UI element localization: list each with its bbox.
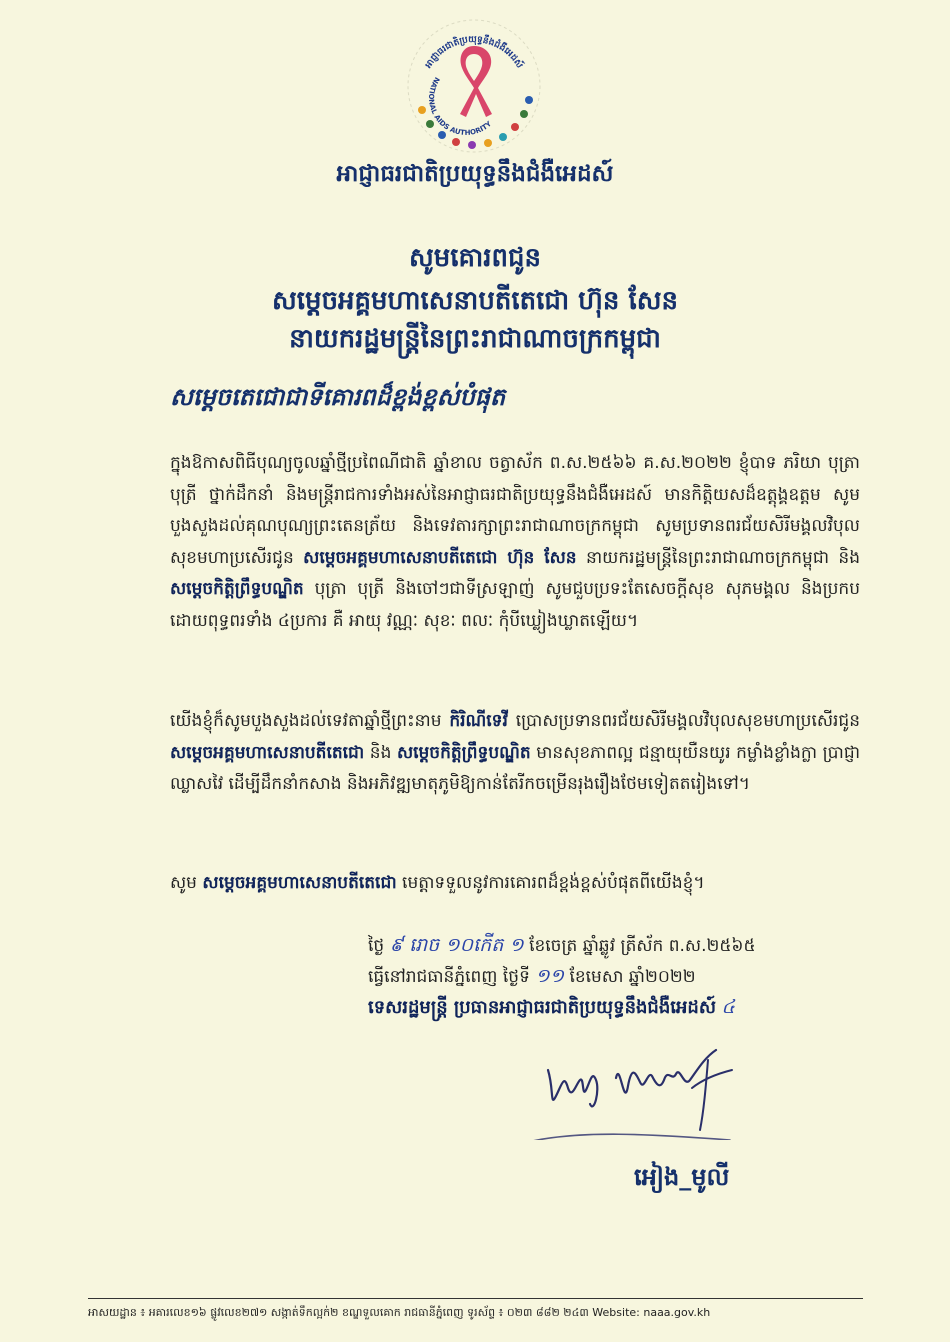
national-aids-authority-logo	[402, 14, 546, 158]
lunar-date-line	[368, 930, 868, 961]
p2-text-c: ប្រោសប្រទានពរជ័យសិរីមង្គលវិបុលសុខមហាប្រសើរជូន	[515, 711, 861, 731]
body-paragraph-2	[170, 706, 860, 801]
p2-spouse-bold: សម្តេចកិត្តិព្រឹទ្ធបណ្ឌិត	[396, 742, 531, 763]
footer-divider	[88, 1298, 863, 1299]
signer-title: ទេសរដ្ឋមន្ត្រី ប្រធានអាជ្ញាធរជាតិប្រយុទ្ធនឹងជំងឺអេដស៍	[368, 997, 716, 1018]
title-handwritten-mark: ៤	[721, 996, 735, 1018]
p2-deity-bold: កិរិណីទេវី	[449, 711, 508, 731]
p2-text-a: យើងខ្ញុំក៏សូមបួងសួងដល់ទេវតាឆ្នាំថ្មីព្រះនាម	[170, 711, 442, 731]
lunar-date-prefix: ថ្ងៃ	[368, 936, 385, 956]
p2-name-bold: សម្តេចអគ្គមហាសេនាបតីតេជោ	[170, 742, 365, 763]
p1-text-a: ក្នុងឱកាសពិធីបុណ្យចូលឆ្នាំថ្មីប្រពៃណីជាតិ ឆ្នាំខាល ចត្វាស័ក ព.ស.២៥៦៦ គ.ស.២០២២ ខ្ញុំបាទ ភរិយា បុត្រា បុត្រី ថ្នាក់ដឹកនាំ និងមន្ត្រីរាជការទាំងអស់នៃអាជ្ញាធរជាតិប្រយុទ្ធនឹងជំងឺអេដស៍ មានកិត្តិយសដ៏ឧត្តុង្គឧត្តម សូមបួងសួងដល់គុណបុណ្យព្រះតេនត្រ័យ និងទេវតារក្សាព្រះរាជាណាចក្រកម្ពុជា សូមប្រទានពរជ័យសិរីមង្គលវិបុលសុខមហាប្រសើរជូន	[170, 453, 860, 568]
p1-name-bold: សម្តេចអគ្គមហាសេនាបតីតេជោ ហ៊ុន សែន	[303, 547, 577, 568]
addressee-greeting: សូមគោរពជូន	[408, 243, 542, 273]
date-block	[368, 930, 868, 1023]
logo-khmer-text: អាជ្ញាធរជាតិប្រយុទ្ធនឹងជំងឺអេដស៍	[423, 34, 525, 71]
body-paragraph-3	[170, 868, 860, 900]
p2-text-e: និង	[369, 742, 392, 763]
p3-name-bold: សម្តេចអគ្គមហាសេនាបតីតេជោ	[202, 873, 397, 893]
red-ribbon-icon	[460, 46, 492, 117]
day-handwritten: ១១	[535, 965, 565, 987]
body-paragraph-1	[170, 448, 860, 637]
salutation: សម្តេចតេជោជាទីគោរពដ៏ខ្ពង់ខ្ពស់បំផុត	[170, 383, 506, 411]
lunar-date-handwritten: ៩ រោច ១០កើត ១	[389, 934, 524, 956]
p1-spouse-bold: សម្តេចកិត្តិព្រឹទ្ធបណ្ឌិត	[170, 579, 304, 599]
handwritten-signature	[520, 1030, 750, 1140]
p1-text-c: នាយករដ្ឋមន្ត្រីនៃព្រះរាជាណាចក្រកម្ពុជា និង	[585, 547, 861, 568]
place-date-line	[368, 961, 868, 992]
signer-title-line	[368, 992, 868, 1023]
p2-text-g: មានសុខភាពល្អ ជន្មាយុយឺនយូរ កម្លាំងខ្លាំងក្លា ប្រាជ្ញាឈ្លាសវៃ ដើម្បីដឹកនាំកសាង និងអភិវឌ្ឍមាតុភូមិឱ្យកាន់តែរីកចម្រើនរុងរឿងថែមទៀតតរៀងទៅ។	[170, 742, 861, 794]
p1-text-e: បុត្រា បុត្រី និងចៅៗជាទីស្រឡាញ់ សូមជួបប្រទះតែសេចក្តីសុខ សុភមង្គល និងប្រកបដោយពុទ្ធពរទាំង ៤ប្រការ គឺ អាយុ វណ្ណៈ សុខៈ ពលៈ កុំបីឃ្លៀងឃ្លាតឡើយ។	[170, 579, 861, 631]
addressee-name: សម្តេចអគ្គមហាសេនាបតីតេជោ ហ៊ុន សែន	[272, 286, 678, 316]
addressee-title: នាយករដ្ឋមន្ត្រីនៃព្រះរាជាណាចក្រកម្ពុជា	[289, 324, 661, 354]
logo-english-text: NATIONAL AIDS AUTHORITY	[427, 75, 494, 137]
footer-address: អាសយដ្ឋាន ៖ អគារលេខ១៦ ផ្លូវលេខ២៧១ សង្កាត់ទឹកល្អក់២ ខណ្ឌទួលគោក រាជធានីភ្នំពេញ ទូរស័ព្ទ ៖ ០២៣ ៨៨២ ២៤៣ Website: naaa.gov.kh	[88, 1306, 711, 1319]
place-date-suffix: ខែមេសា ឆ្នាំ២០២២	[569, 967, 696, 987]
lunar-date-suffix: ខែចេត្រ ឆ្នាំឆ្លូវ ត្រីស័ក ព.ស.២៥៦៥	[529, 936, 756, 956]
place-date-prefix: ធ្វើនៅរាជធានីភ្នំពេញ ថ្ងៃទី	[368, 967, 530, 987]
organization-name: អាជ្ញាធរជាតិប្រយុទ្ធនឹងជំងឺអេដស៍	[336, 161, 614, 187]
p3-text-c: មេត្តាទទួលនូវការគោរពដ៏ខ្ពង់ខ្ពស់បំផុតពីយើងខ្ញុំ។	[402, 873, 705, 893]
signer-name: អៀង_មូលី	[634, 1163, 730, 1191]
p3-text-a: សូម	[170, 873, 197, 893]
